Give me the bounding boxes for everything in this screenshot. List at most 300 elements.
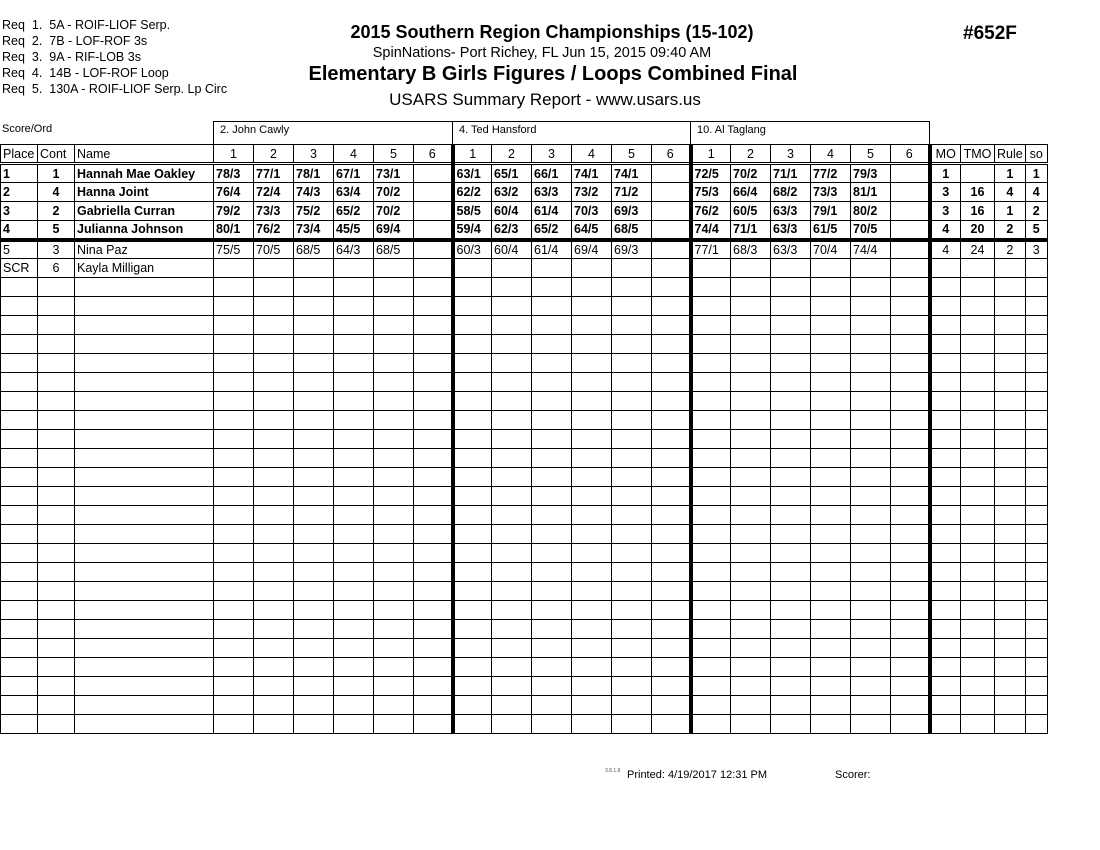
place-cell — [1, 677, 38, 696]
place-cell: 4 — [1, 221, 38, 240]
col-header-j2-fig5: 5 — [612, 145, 652, 164]
j2-fig6-score-cell — [652, 658, 691, 677]
place-cell: 3 — [1, 202, 38, 221]
j3-fig6-score-cell — [891, 373, 930, 392]
j2-fig6-score-cell — [652, 639, 691, 658]
j2-fig6-score-cell — [652, 601, 691, 620]
j1-fig6-score-cell — [414, 411, 453, 430]
requirement-1: Req 1. 5A - ROIF-LIOF Serp. — [2, 18, 171, 32]
name-cell — [75, 468, 214, 487]
j3-fig1-score-cell — [691, 563, 731, 582]
j3-fig5-score-cell — [851, 506, 891, 525]
empty-row — [1, 696, 1048, 715]
j2-fig6-score-cell — [652, 506, 691, 525]
j3-fig6-score-cell — [891, 525, 930, 544]
rule-cell: 1 — [995, 202, 1026, 221]
j3-fig5-score-cell — [851, 411, 891, 430]
j2-fig4-score-cell — [572, 582, 612, 601]
j2-fig2-score-cell — [492, 487, 532, 506]
j3-fig6-score-cell — [891, 240, 930, 259]
j3-fig3-score-cell — [771, 297, 811, 316]
place-cell — [1, 373, 38, 392]
j3-fig5-score-cell — [851, 639, 891, 658]
j2-fig4-score-cell — [572, 601, 612, 620]
j3-fig3-score-cell: 71/1 — [771, 164, 811, 183]
requirement-5: Req 5. 130A - ROIF-LIOF Serp. Lp Circ — [2, 82, 228, 96]
j2-fig2-score-cell — [492, 335, 532, 354]
j2-fig2-score-cell — [492, 373, 532, 392]
col-header-tmo: TMO — [961, 145, 995, 164]
so-cell: 1 — [1025, 164, 1047, 183]
place-cell — [1, 411, 38, 430]
j1-fig2-score-cell — [254, 563, 294, 582]
j1-fig4-score-cell — [334, 278, 374, 297]
cont-cell — [38, 297, 75, 316]
cont-cell — [38, 506, 75, 525]
j1-fig3-score-cell — [294, 658, 334, 677]
j1-fig2-score-cell — [254, 525, 294, 544]
mo-cell: 4 — [930, 240, 961, 259]
j2-fig5-score-cell — [612, 373, 652, 392]
empty-row — [1, 563, 1048, 582]
place-cell — [1, 544, 38, 563]
mo-cell — [930, 715, 961, 734]
place-cell — [1, 601, 38, 620]
j3-fig3-score-cell — [771, 658, 811, 677]
j3-fig4-score-cell — [811, 354, 851, 373]
name-cell: Kayla Milligan — [75, 259, 214, 278]
j2-fig1-score-cell — [453, 449, 492, 468]
j2-fig5-score-cell — [612, 715, 652, 734]
j2-fig5-score-cell — [612, 563, 652, 582]
j3-fig1-score-cell — [691, 278, 731, 297]
rule-cell — [995, 430, 1026, 449]
rule-cell — [995, 449, 1026, 468]
empty-row — [1, 639, 1048, 658]
j3-fig3-score-cell — [771, 696, 811, 715]
j2-fig1-score-cell — [453, 525, 492, 544]
j3-fig4-score-cell — [811, 582, 851, 601]
requirement-2: Req 2. 7B - LOF-ROF 3s — [2, 34, 148, 48]
place-cell — [1, 335, 38, 354]
j3-fig4-score-cell — [811, 544, 851, 563]
j3-fig2-score-cell: 60/5 — [731, 202, 771, 221]
j1-fig1-score-cell — [214, 525, 254, 544]
j1-fig2-score-cell — [254, 335, 294, 354]
table-row — [1, 240, 1048, 259]
j1-fig5-score-cell — [374, 316, 414, 335]
j2-fig5-score-cell — [612, 468, 652, 487]
table-row — [1, 221, 1048, 240]
j1-fig1-score-cell — [214, 373, 254, 392]
j1-fig3-score-cell — [294, 639, 334, 658]
j2-fig1-score-cell — [453, 316, 492, 335]
j1-fig6-score-cell — [414, 563, 453, 582]
j3-fig5-score-cell: 74/4 — [851, 240, 891, 259]
j2-fig1-score-cell — [453, 544, 492, 563]
j2-fig1-score-cell — [453, 563, 492, 582]
tmo-cell: 16 — [961, 202, 995, 221]
j1-fig3-score-cell — [294, 278, 334, 297]
j1-fig1-score-cell — [214, 620, 254, 639]
j3-fig6-score-cell — [891, 354, 930, 373]
j1-fig3-score-cell — [294, 563, 334, 582]
j1-fig2-score-cell — [254, 373, 294, 392]
cont-cell — [38, 487, 75, 506]
j2-fig1-score-cell — [453, 392, 492, 411]
j2-fig4-score-cell — [572, 563, 612, 582]
j2-fig5-score-cell — [612, 639, 652, 658]
j2-fig6-score-cell — [652, 582, 691, 601]
j2-fig3-score-cell — [532, 620, 572, 639]
cont-cell — [38, 582, 75, 601]
cont-cell — [38, 563, 75, 582]
j3-fig2-score-cell — [731, 639, 771, 658]
j1-fig5-score-cell — [374, 468, 414, 487]
j1-fig2-score-cell — [254, 449, 294, 468]
cont-cell: 5 — [38, 221, 75, 240]
place-cell — [1, 525, 38, 544]
j3-fig1-score-cell — [691, 582, 731, 601]
j3-fig1-score-cell — [691, 696, 731, 715]
place-cell — [1, 449, 38, 468]
cont-cell: 2 — [38, 202, 75, 221]
j1-fig2-score-cell — [254, 620, 294, 639]
requirement-4: Req 4. 14B - LOF-ROF Loop — [2, 66, 169, 80]
j1-fig1-score-cell — [214, 715, 254, 734]
j1-fig5-score-cell — [374, 411, 414, 430]
place-cell — [1, 297, 38, 316]
cont-cell — [38, 411, 75, 430]
j2-fig4-score-cell — [572, 544, 612, 563]
j2-fig3-score-cell: 61/4 — [532, 202, 572, 221]
name-cell — [75, 506, 214, 525]
tmo-cell — [961, 297, 995, 316]
j3-fig2-score-cell — [731, 335, 771, 354]
j1-fig4-score-cell — [334, 259, 374, 278]
rule-cell — [995, 639, 1026, 658]
j1-fig5-score-cell: 69/4 — [374, 221, 414, 240]
j3-fig3-score-cell — [771, 468, 811, 487]
j1-fig1-score-cell — [214, 411, 254, 430]
so-cell — [1025, 639, 1047, 658]
j3-fig4-score-cell — [811, 259, 851, 278]
j2-fig5-score-cell — [612, 677, 652, 696]
j3-fig5-score-cell — [851, 696, 891, 715]
place-cell: SCR — [1, 259, 38, 278]
j1-fig4-score-cell — [334, 373, 374, 392]
name-cell — [75, 715, 214, 734]
cont-cell — [38, 449, 75, 468]
j3-fig2-score-cell — [731, 411, 771, 430]
j3-fig1-score-cell — [691, 601, 731, 620]
j2-fig3-score-cell — [532, 601, 572, 620]
j1-fig1-score-cell — [214, 316, 254, 335]
j2-fig6-score-cell — [652, 449, 691, 468]
j2-fig1-score-cell — [453, 354, 492, 373]
empty-row — [1, 449, 1048, 468]
j3-fig2-score-cell — [731, 696, 771, 715]
empty-row — [1, 411, 1048, 430]
empty-row — [1, 278, 1048, 297]
j3-fig2-score-cell — [731, 316, 771, 335]
j2-fig1-score-cell — [453, 658, 492, 677]
j3-fig6-score-cell — [891, 620, 930, 639]
col-header-j3-fig3: 3 — [771, 145, 811, 164]
tmo-cell — [961, 392, 995, 411]
judge-1-header: 2. John Cawly — [213, 121, 453, 144]
j3-fig2-score-cell — [731, 544, 771, 563]
j2-fig2-score-cell — [492, 525, 532, 544]
empty-row — [1, 677, 1048, 696]
tmo-cell — [961, 544, 995, 563]
j1-fig2-score-cell — [254, 316, 294, 335]
j3-fig4-score-cell — [811, 525, 851, 544]
j2-fig3-score-cell — [532, 278, 572, 297]
j2-fig5-score-cell — [612, 430, 652, 449]
rule-cell — [995, 392, 1026, 411]
j1-fig1-score-cell — [214, 392, 254, 411]
name-cell: Hannah Mae Oakley — [75, 164, 214, 183]
name-cell — [75, 335, 214, 354]
place-cell: 5 — [1, 240, 38, 259]
j1-fig2-score-cell — [254, 601, 294, 620]
so-cell — [1025, 373, 1047, 392]
j1-fig4-score-cell — [334, 411, 374, 430]
name-cell — [75, 563, 214, 582]
j1-fig5-score-cell: 73/1 — [374, 164, 414, 183]
j2-fig1-score-cell: 62/2 — [453, 183, 492, 202]
j2-fig4-score-cell — [572, 316, 612, 335]
name-cell — [75, 449, 214, 468]
j2-fig6-score-cell — [652, 487, 691, 506]
j3-fig3-score-cell — [771, 715, 811, 734]
j3-fig4-score-cell — [811, 506, 851, 525]
col-header-j1-fig2: 2 — [254, 145, 294, 164]
j3-fig5-score-cell — [851, 316, 891, 335]
j2-fig5-score-cell — [612, 411, 652, 430]
j1-fig3-score-cell — [294, 544, 334, 563]
j2-fig2-score-cell — [492, 715, 532, 734]
mo-cell: 1 — [930, 164, 961, 183]
cont-cell — [38, 696, 75, 715]
j2-fig6-score-cell — [652, 563, 691, 582]
place-cell — [1, 715, 38, 734]
j2-fig6-score-cell — [652, 164, 691, 183]
j1-fig5-score-cell — [374, 563, 414, 582]
j1-fig4-score-cell — [334, 297, 374, 316]
cont-cell — [38, 430, 75, 449]
j3-fig5-score-cell — [851, 354, 891, 373]
name-cell — [75, 601, 214, 620]
j2-fig2-score-cell — [492, 392, 532, 411]
cont-cell — [38, 544, 75, 563]
col-header-j3-fig1: 1 — [691, 145, 731, 164]
j1-fig1-score-cell: 75/5 — [214, 240, 254, 259]
j1-fig2-score-cell: 76/2 — [254, 221, 294, 240]
j2-fig4-score-cell — [572, 278, 612, 297]
j1-fig1-score-cell — [214, 468, 254, 487]
j2-fig2-score-cell: 60/4 — [492, 202, 532, 221]
j2-fig1-score-cell — [453, 601, 492, 620]
j3-fig4-score-cell — [811, 297, 851, 316]
j1-fig4-score-cell — [334, 449, 374, 468]
j2-fig4-score-cell — [572, 335, 612, 354]
tmo-cell — [961, 468, 995, 487]
j1-fig6-score-cell — [414, 449, 453, 468]
so-cell — [1025, 658, 1047, 677]
j3-fig5-score-cell — [851, 430, 891, 449]
j1-fig6-score-cell — [414, 335, 453, 354]
j3-fig2-score-cell — [731, 601, 771, 620]
j1-fig2-score-cell — [254, 278, 294, 297]
rule-cell — [995, 468, 1026, 487]
name-cell — [75, 278, 214, 297]
j2-fig2-score-cell — [492, 259, 532, 278]
j2-fig4-score-cell — [572, 620, 612, 639]
j1-fig3-score-cell — [294, 354, 334, 373]
j3-fig6-score-cell — [891, 183, 930, 202]
j2-fig3-score-cell — [532, 715, 572, 734]
j3-fig4-score-cell: 70/4 — [811, 240, 851, 259]
name-cell: Julianna Johnson — [75, 221, 214, 240]
j3-fig1-score-cell — [691, 430, 731, 449]
j1-fig5-score-cell — [374, 487, 414, 506]
j3-fig6-score-cell — [891, 715, 930, 734]
j1-fig1-score-cell: 76/4 — [214, 183, 254, 202]
j3-fig4-score-cell — [811, 449, 851, 468]
j3-fig5-score-cell — [851, 601, 891, 620]
mo-cell: 4 — [930, 221, 961, 240]
place-cell — [1, 278, 38, 297]
j3-fig6-score-cell — [891, 658, 930, 677]
j1-fig6-score-cell — [414, 202, 453, 221]
empty-row — [1, 430, 1048, 449]
j3-fig4-score-cell — [811, 373, 851, 392]
j1-fig6-score-cell — [414, 297, 453, 316]
col-header-j3-fig6: 6 — [891, 145, 930, 164]
event-code: #652F — [963, 23, 1017, 44]
j2-fig3-score-cell — [532, 658, 572, 677]
so-cell — [1025, 297, 1047, 316]
j2-fig5-score-cell — [612, 544, 652, 563]
j3-fig5-score-cell: 70/5 — [851, 221, 891, 240]
j2-fig6-score-cell — [652, 240, 691, 259]
empty-row — [1, 715, 1048, 734]
rule-cell — [995, 658, 1026, 677]
mo-cell — [930, 297, 961, 316]
j3-fig5-score-cell — [851, 620, 891, 639]
j1-fig5-score-cell — [374, 582, 414, 601]
j2-fig4-score-cell: 70/3 — [572, 202, 612, 221]
j2-fig3-score-cell — [532, 297, 572, 316]
j2-fig2-score-cell — [492, 297, 532, 316]
j1-fig6-score-cell — [414, 354, 453, 373]
cont-cell — [38, 335, 75, 354]
mo-cell — [930, 449, 961, 468]
j1-fig6-score-cell — [414, 696, 453, 715]
j1-fig2-score-cell — [254, 696, 294, 715]
j3-fig4-score-cell — [811, 639, 851, 658]
j3-fig2-score-cell — [731, 677, 771, 696]
j1-fig2-score-cell: 70/5 — [254, 240, 294, 259]
place-cell — [1, 392, 38, 411]
j2-fig1-score-cell — [453, 373, 492, 392]
j3-fig2-score-cell — [731, 620, 771, 639]
j2-fig2-score-cell — [492, 354, 532, 373]
j1-fig2-score-cell — [254, 487, 294, 506]
j2-fig5-score-cell — [612, 696, 652, 715]
col-header-j2-fig4: 4 — [572, 145, 612, 164]
j2-fig1-score-cell — [453, 259, 492, 278]
j1-fig4-score-cell — [334, 468, 374, 487]
name-cell — [75, 373, 214, 392]
j1-fig3-score-cell — [294, 487, 334, 506]
name-cell — [75, 696, 214, 715]
j2-fig5-score-cell — [612, 487, 652, 506]
tmo-cell — [961, 620, 995, 639]
j2-fig3-score-cell — [532, 506, 572, 525]
empty-row — [1, 525, 1048, 544]
j3-fig3-score-cell — [771, 639, 811, 658]
so-cell — [1025, 411, 1047, 430]
j1-fig1-score-cell — [214, 449, 254, 468]
j3-fig3-score-cell — [771, 411, 811, 430]
j3-fig1-score-cell — [691, 316, 731, 335]
j2-fig4-score-cell: 74/1 — [572, 164, 612, 183]
version-label: 3.8.1.8 — [605, 768, 621, 774]
j2-fig6-score-cell — [652, 202, 691, 221]
j2-fig6-score-cell — [652, 620, 691, 639]
j3-fig4-score-cell — [811, 487, 851, 506]
rule-cell — [995, 525, 1026, 544]
mo-cell — [930, 582, 961, 601]
tmo-cell — [961, 335, 995, 354]
so-cell — [1025, 563, 1047, 582]
j3-fig6-score-cell — [891, 696, 930, 715]
j1-fig4-score-cell — [334, 677, 374, 696]
j1-fig6-score-cell — [414, 221, 453, 240]
j3-fig5-score-cell — [851, 563, 891, 582]
j2-fig6-score-cell — [652, 183, 691, 202]
j1-fig1-score-cell — [214, 601, 254, 620]
j2-fig3-score-cell — [532, 696, 572, 715]
j2-fig1-score-cell — [453, 639, 492, 658]
so-cell — [1025, 392, 1047, 411]
empty-row — [1, 316, 1048, 335]
j1-fig4-score-cell — [334, 335, 374, 354]
j2-fig6-score-cell — [652, 221, 691, 240]
j3-fig1-score-cell — [691, 411, 731, 430]
j1-fig6-score-cell — [414, 259, 453, 278]
so-cell — [1025, 715, 1047, 734]
j1-fig3-score-cell: 75/2 — [294, 202, 334, 221]
j3-fig3-score-cell — [771, 525, 811, 544]
j1-fig5-score-cell: 70/2 — [374, 183, 414, 202]
j3-fig5-score-cell: 81/1 — [851, 183, 891, 202]
requirement-3: Req 3. 9A - RIF-LOB 3s — [2, 50, 141, 64]
j1-fig3-score-cell: 68/5 — [294, 240, 334, 259]
j3-fig5-score-cell — [851, 677, 891, 696]
name-cell — [75, 677, 214, 696]
j1-fig4-score-cell — [334, 525, 374, 544]
j3-fig6-score-cell — [891, 677, 930, 696]
j3-fig6-score-cell — [891, 202, 930, 221]
j3-fig6-score-cell — [891, 430, 930, 449]
name-cell: Nina Paz — [75, 240, 214, 259]
j2-fig1-score-cell — [453, 677, 492, 696]
cont-cell — [38, 354, 75, 373]
